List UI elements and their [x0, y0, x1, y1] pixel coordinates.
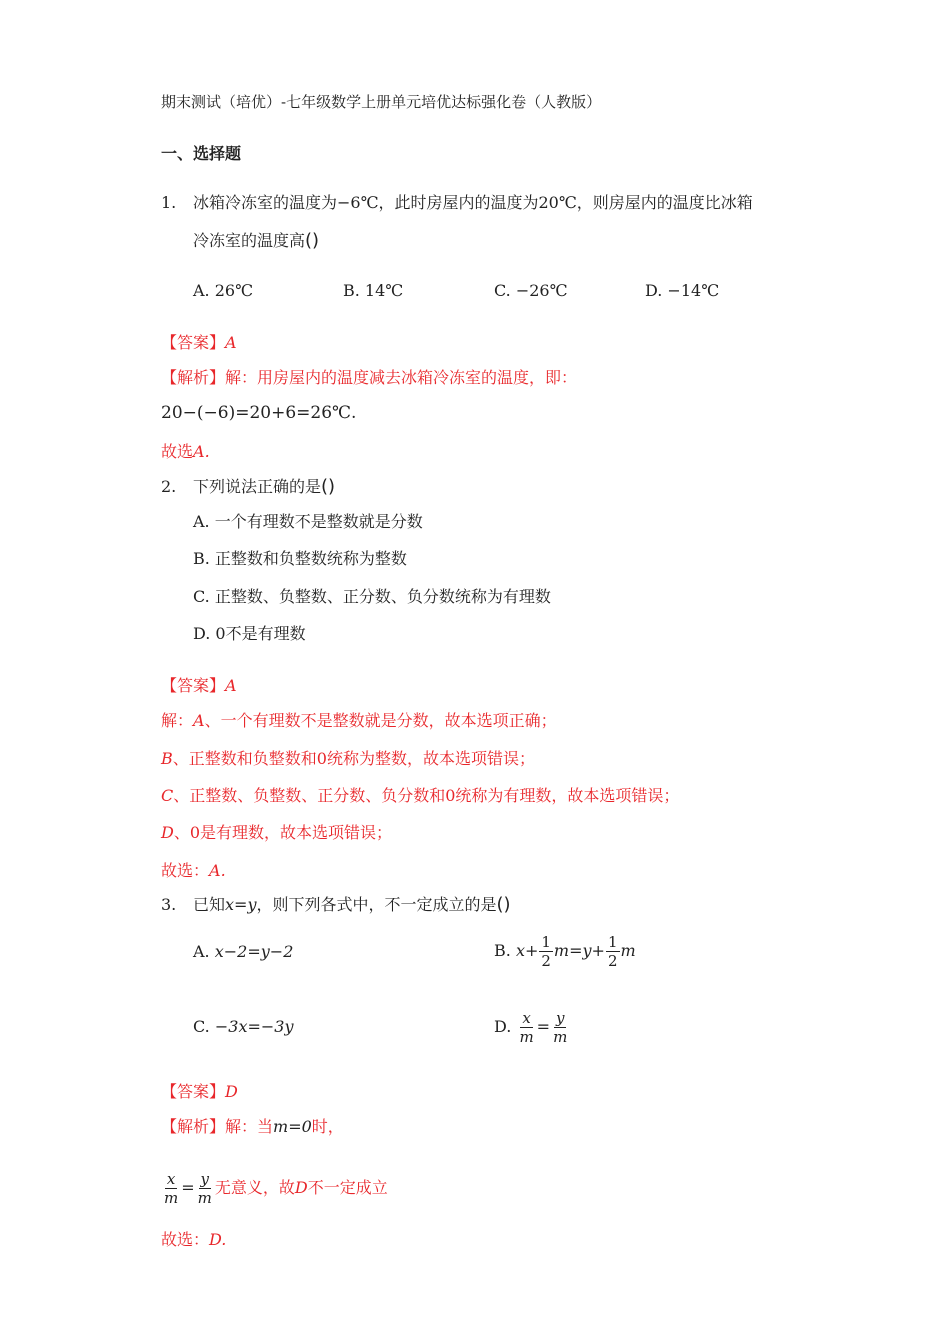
q3-analysis-eq: = [181, 1178, 195, 1197]
q2-exp-l3-text: 、正整数、负整数、正分数、负分数和0统称为有理数，故本选项错误； [173, 786, 680, 805]
q3-option-d-frac-left [517, 1009, 535, 1046]
q3-option-b-x: x+ [515, 941, 539, 960]
q1-answer-value: A [225, 333, 237, 352]
q2-answer-value: A [225, 676, 237, 695]
q1-number: 1. [161, 193, 177, 212]
q2-exp-l4-text: 、0是有理数，故本选项错误； [173, 823, 393, 842]
q2-option-b: B. 正整数和负整数统称为整数 [193, 549, 407, 568]
q3-analysis-suffix: 时， [311, 1117, 344, 1136]
frac-numerator: 1 [607, 933, 618, 951]
q3-paren: () [496, 894, 511, 915]
frac-numerator: x [522, 1009, 531, 1027]
q2-conclusion [161, 861, 226, 881]
q3-answer-value: D [225, 1082, 238, 1101]
q2-answer [161, 676, 237, 696]
q3-text [193, 895, 511, 915]
q3-text-suffix: ，则下列各式中，不一定成立的是 [256, 895, 497, 914]
q3-analysis-cond: m=0 [273, 1117, 312, 1136]
q3-text-eq: x=y [225, 895, 257, 914]
q2-explanation-line4 [161, 823, 392, 843]
q2-exp-l1-letter: A [193, 711, 205, 730]
q1-option-d: D. −14℃ [645, 281, 720, 300]
q3-answer [161, 1082, 238, 1102]
q1-paren: () [305, 230, 320, 251]
q3-answer-label: 【答案】 [161, 1082, 226, 1101]
q1-calculation: 20−(−6)=20+6=26℃. [161, 403, 357, 423]
q2-explanation-line1 [161, 711, 557, 731]
q1-conclusion-value: A. [193, 442, 210, 461]
q3-option-c-label: C. [193, 1017, 210, 1036]
q3-option-b-label: B. [494, 941, 511, 960]
q2-text [193, 477, 335, 497]
frac-denominator: m [519, 1028, 534, 1046]
q3-option-b-frac2 [606, 933, 620, 970]
q1-analysis [161, 368, 577, 388]
q2-option-c: C. 正整数、负整数、正分数、负分数统称为有理数 [193, 587, 551, 606]
frac-denominator: 2 [607, 952, 618, 970]
q3-analysis-text: 解：当 [225, 1117, 274, 1136]
q2-conclusion-value: A. [209, 861, 226, 880]
page-title: 期末测试（培优）-七年级数学上册单元培优达标强化卷（人教版） [161, 93, 602, 111]
q3-option-a-expr: x−2=y−2 [214, 942, 294, 961]
q2-exp-l2-letter: B [161, 749, 173, 768]
q2-conclusion-text: 故选： [161, 861, 210, 880]
q1-option-b: B. 14℃ [343, 281, 404, 300]
q1-analysis-label: 【解析】 [161, 368, 226, 387]
q3-number: 3. [161, 895, 177, 914]
frac-denominator: m [164, 1189, 179, 1207]
q1-conclusion-text: 故选 [161, 442, 194, 461]
q3-analysis [161, 1117, 344, 1137]
q3-analysis-frac-left [162, 1170, 180, 1207]
q2-answer-label: 【答案】 [161, 676, 226, 695]
q3-meaningless-text: 无意义，故 [214, 1178, 295, 1197]
q3-text-prefix: 已知 [193, 895, 226, 914]
q1-text-line1: 冰箱冷冻室的温度为−6℃，此时房屋内的温度为20℃，则房屋内的温度比冰箱 [193, 193, 753, 212]
q3-analysis-frac-right [196, 1170, 214, 1207]
q3-conclusion [161, 1230, 226, 1250]
frac-denominator: m [197, 1189, 212, 1207]
q3-option-c-expr: −3x=−3y [214, 1017, 294, 1036]
frac-numerator: 1 [541, 933, 551, 951]
q3-option-b [494, 929, 636, 973]
frac-denominator: 2 [541, 952, 551, 970]
q1-text-line2 [193, 231, 319, 251]
q3-option-d-eq: = [536, 1017, 551, 1036]
q3-option-b-mid: m=y+ [553, 941, 605, 960]
q2-explanation-line2 [161, 749, 535, 769]
q3-option-c [193, 1017, 294, 1037]
q1-conclusion [161, 442, 210, 462]
q2-number: 2. [161, 477, 177, 496]
q3-option-d-frac-right [551, 1009, 569, 1046]
section-heading: 一、选择题 [161, 144, 242, 163]
q1-text-line2-main: 冷冻室的温度高 [193, 231, 306, 250]
q3-meaningless-letter: D [294, 1178, 308, 1197]
q3-option-d [494, 1005, 570, 1049]
q2-exp-l1-text: 、一个有理数不是整数就是分数，故本选项正确； [204, 711, 557, 730]
q2-explanation-line3 [161, 786, 679, 806]
q3-conclusion-text: 故选： [161, 1230, 210, 1249]
q1-answer-label: 【答案】 [161, 333, 226, 352]
q1-analysis-text: 解：用房屋内的温度减去冰箱冷冻室的温度，即： [225, 368, 578, 387]
q1-option-a: A. 26℃ [193, 281, 253, 300]
q3-option-d-label: D. [494, 1017, 512, 1036]
frac-numerator: x [166, 1170, 176, 1188]
frac-denominator: m [553, 1028, 568, 1046]
q2-option-a: A. 一个有理数不是整数就是分数 [193, 512, 423, 531]
q2-text-main: 下列说法正确的是 [193, 477, 322, 496]
q2-paren: () [321, 476, 336, 497]
q2-exp-l2-text: 、正整数和负整数和0统称为整数，故本选项错误； [172, 749, 535, 768]
frac-numerator: y [200, 1170, 209, 1188]
q3-option-b-frac1 [539, 933, 553, 970]
q3-option-b-end: m [620, 941, 636, 960]
q3-meaningless-suffix: 不一定成立 [307, 1178, 388, 1197]
q2-option-d: D. 0不是有理数 [193, 624, 306, 643]
q3-meaningless-line [161, 1166, 388, 1210]
q3-option-a-label: A. [193, 942, 210, 961]
q2-exp-l4-letter: D [161, 823, 174, 842]
q3-option-a [193, 942, 293, 962]
q2-exp-prefix: 解： [161, 711, 194, 730]
q1-answer [161, 333, 237, 353]
q1-option-c: C. −26℃ [494, 281, 568, 300]
frac-numerator: y [555, 1009, 565, 1027]
q3-analysis-label: 【解析】 [161, 1117, 226, 1136]
q3-conclusion-value: D. [209, 1230, 227, 1249]
q2-exp-l3-letter: C [161, 786, 174, 805]
